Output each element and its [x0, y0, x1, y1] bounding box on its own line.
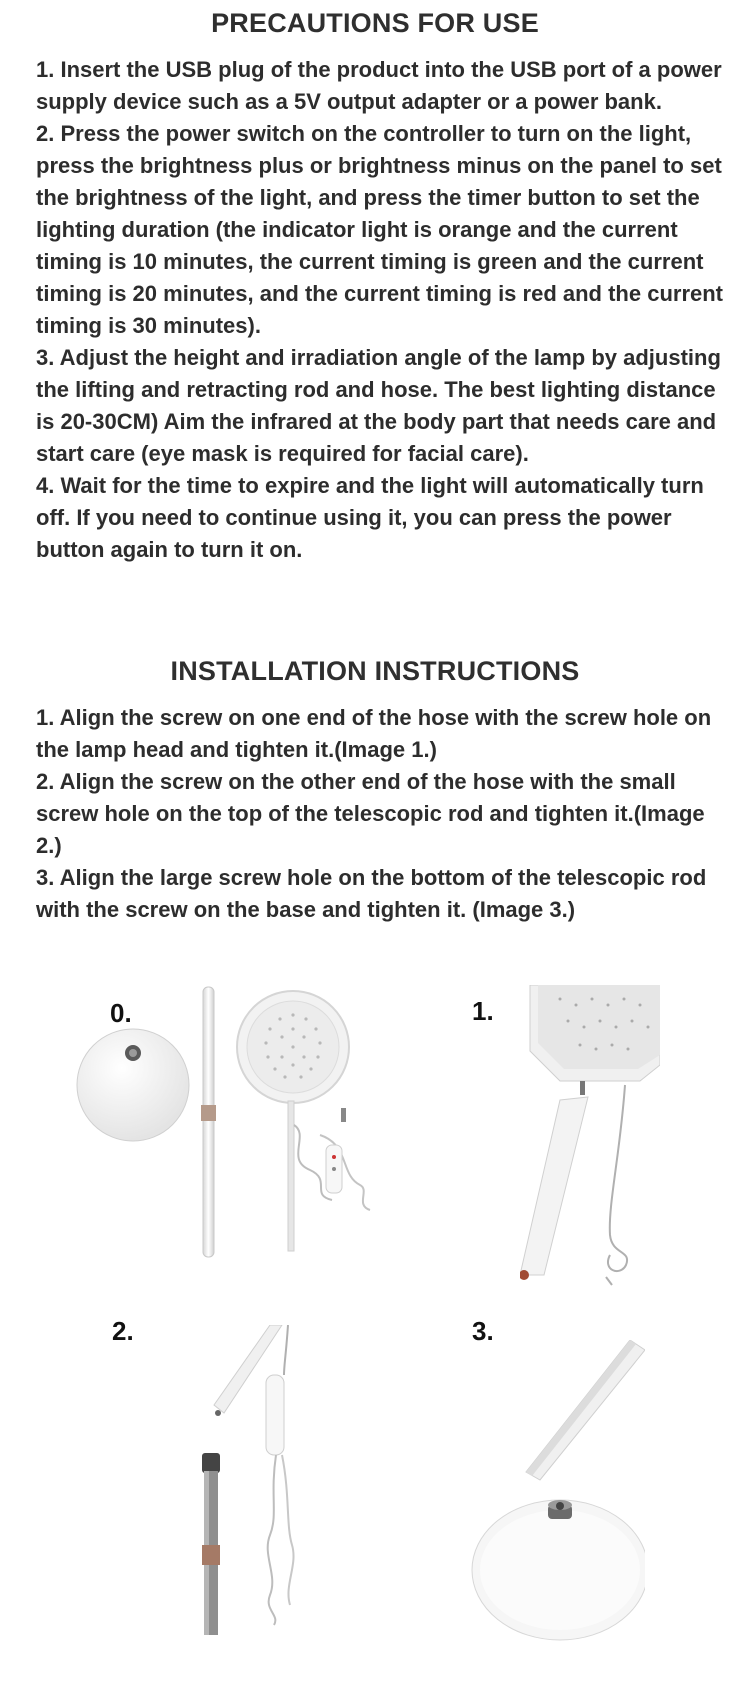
precaution-item-2: 2. Press the power switch on the controller to turn on the light, press the brightness plus or brightness minus on the panel to set the brightness of the light, and press the timer button to set the lighting duration (the indicator light is orange and the current timing is 10 minutes, the current timing is green and the current timing is 20 minutes, and the current timing is red and the current timing is 30 minutes). [36, 121, 724, 338]
installation-item-2: 2. Align the screw on the other end of the hose with the small screw hole on the top of the telescopic rod and tighten it.(Image 2.) [36, 769, 705, 858]
hose-rod-connection-photo [200, 1325, 330, 1635]
precaution-item-1: 1. Insert the USB plug of the product into the USB port of a power supply device such as a 5V output adapter or a power bank. [36, 57, 722, 114]
parts-overview-photo [70, 985, 400, 1280]
image-label-3: 3. [472, 1316, 494, 1346]
image-label-0: 0. [110, 998, 132, 1028]
installation-item-1: 1. Align the screw on one end of the hose with the screw hole on the lamp head and tighten it.(Image 1.) [36, 705, 712, 762]
installation-item-3: 3. Align the large screw hole on the bottom of the telescopic rod with the screw on the base and tighten it. (Image 3.) [36, 865, 707, 922]
lamp-head-hose-photo [520, 985, 660, 1290]
installation-title: INSTALLATION INSTRUCTIONS [170, 656, 580, 686]
precaution-item-3: 3. Adjust the height and irradiation angle of the lamp by adjusting the lifting and retracting rod and hose. The best lighting distance is 20-30CM) Aim the infrared at the body part that needs care and start care (eye mask is required for facial care). [36, 345, 721, 466]
rod-base-connection-photo [470, 1340, 645, 1645]
precaution-item-4: 4. Wait for the time to expire and the light will automatically turn off. If you need to continue using it, you can press the power button again to turn it on. [36, 473, 704, 562]
installation-list [36, 702, 736, 926]
image-label-2: 2. [112, 1316, 134, 1346]
precautions-title: PRECAUTIONS FOR USE [211, 8, 539, 38]
precautions-list [36, 54, 736, 566]
image-label-1: 1. [472, 996, 494, 1026]
